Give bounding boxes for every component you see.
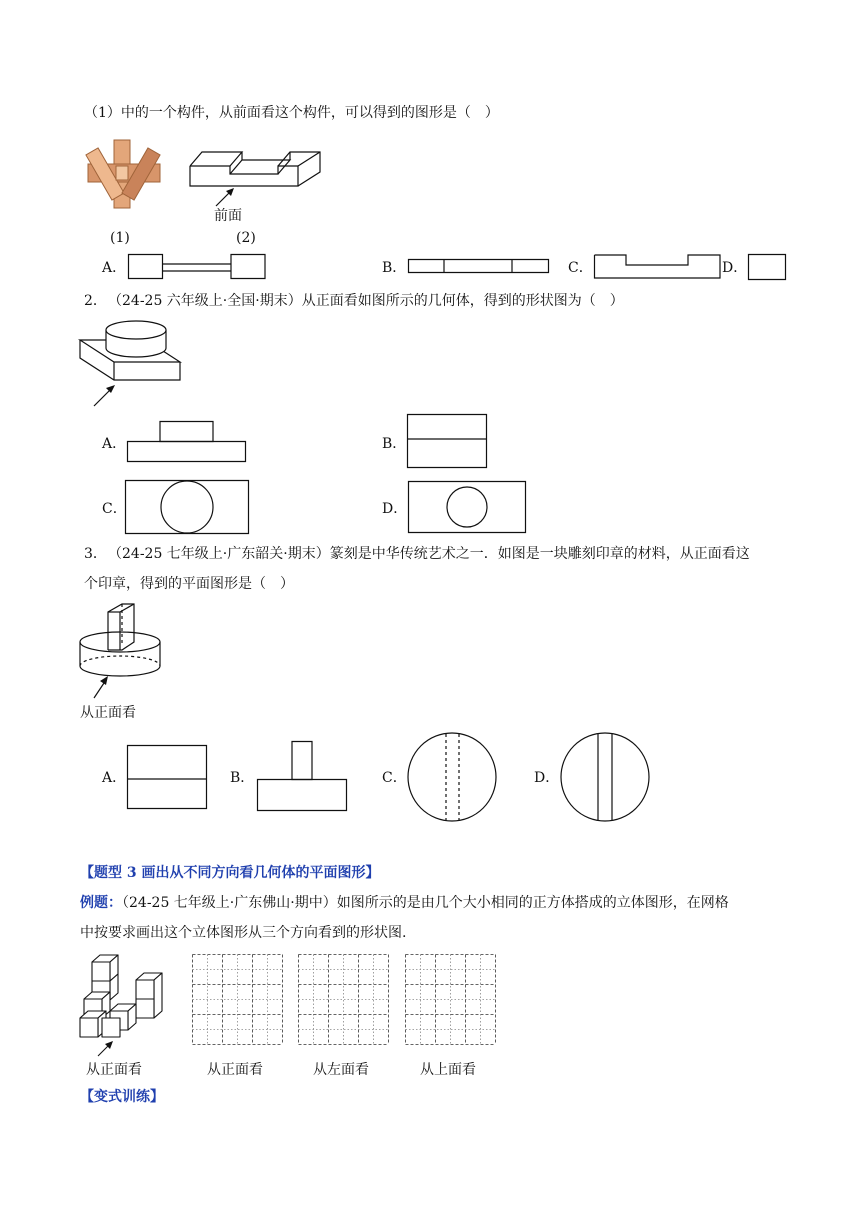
q3-stem-line2: 个印章，得到的平面图形是（ ） (84, 576, 294, 592)
q1-option-c-label: C． (568, 260, 593, 276)
q1-option-a-figure (128, 254, 268, 280)
left-view-grid[interactable] (298, 954, 390, 1046)
q3-option-a-figure (127, 745, 209, 811)
q2-number: 2． (84, 293, 107, 309)
stacked-cubes-drawing (78, 950, 170, 1060)
q2-option-d-label: D． (382, 501, 408, 517)
q3-option-d-label: D． (534, 770, 560, 786)
q3-number: 3． (84, 546, 107, 562)
front-label: 前面 (214, 208, 242, 224)
q1-option-c-figure (594, 254, 722, 280)
q1-option-a-label: A． (102, 260, 127, 276)
q2-option-c-figure (125, 480, 251, 536)
q2-option-b-figure (407, 414, 489, 470)
q1-option-b-figure (408, 259, 550, 275)
q2-stem: （24-25 六年级上·全国·期末）从正面看如图所示的几何体，得到的形状图为（ ） (108, 293, 624, 309)
type3-stem-line1: （24-25 七年级上·广东佛山·期中）如图所示的是由几个大小相同的正方体搭成的立体图形，在网格 (122, 895, 729, 911)
example-label: 例题： (80, 895, 122, 911)
grid-label-top: 从上面看 (420, 1062, 476, 1078)
fig1-label: (1) (110, 230, 130, 246)
q3-option-d-figure (560, 733, 652, 823)
cube-view-label: 从正面看 (86, 1062, 142, 1078)
type3-heading: 【题型 3 画出从不同方向看几何体的平面图形】 (80, 865, 380, 881)
q2-option-a-label: A． (102, 436, 127, 452)
q3-option-b-figure (257, 741, 349, 813)
q2-option-b-label: B． (382, 436, 407, 452)
q1-option-d-figure (748, 254, 788, 282)
q2-option-c-label: C． (102, 501, 127, 517)
q1-option-b-label: B． (382, 260, 407, 276)
q3-option-c-label: C． (382, 770, 407, 786)
q3-option-b-label: B． (230, 770, 255, 786)
q1-option-d-label: D． (722, 260, 748, 276)
q3-seal-drawing (78, 602, 168, 702)
q3-option-a-label: A． (102, 770, 127, 786)
q2-option-d-figure (408, 481, 528, 535)
q3-view-label: 从正面看 (80, 705, 136, 721)
q1-stem: （1）中的一个构件，从前面看这个构件，可以得到的图形是（ ） (84, 105, 499, 121)
q3-stem-line1: （24-25 七年级上·广东韶关·期末）篆刻是中华传统艺术之一．如图是一块雕刻印章的材料，从正面看这 (108, 546, 750, 562)
wooden-puzzle-image (84, 138, 164, 210)
type3-stem-line2: 中按要求画出这个立体图形从三个方向看到的形状图. (80, 925, 407, 941)
top-view-grid[interactable] (405, 954, 497, 1046)
fig2-label: (2) (236, 230, 256, 246)
variant-heading: 【变式训练】 (80, 1089, 164, 1105)
front-view-grid[interactable] (192, 954, 284, 1046)
q2-solid-drawing (78, 318, 188, 410)
q2-option-a-figure (127, 421, 249, 463)
grid-label-left: 从左面看 (313, 1062, 369, 1078)
component-drawing (186, 148, 326, 218)
grid-label-front: 从正面看 (207, 1062, 263, 1078)
q3-option-c-figure (407, 733, 499, 823)
